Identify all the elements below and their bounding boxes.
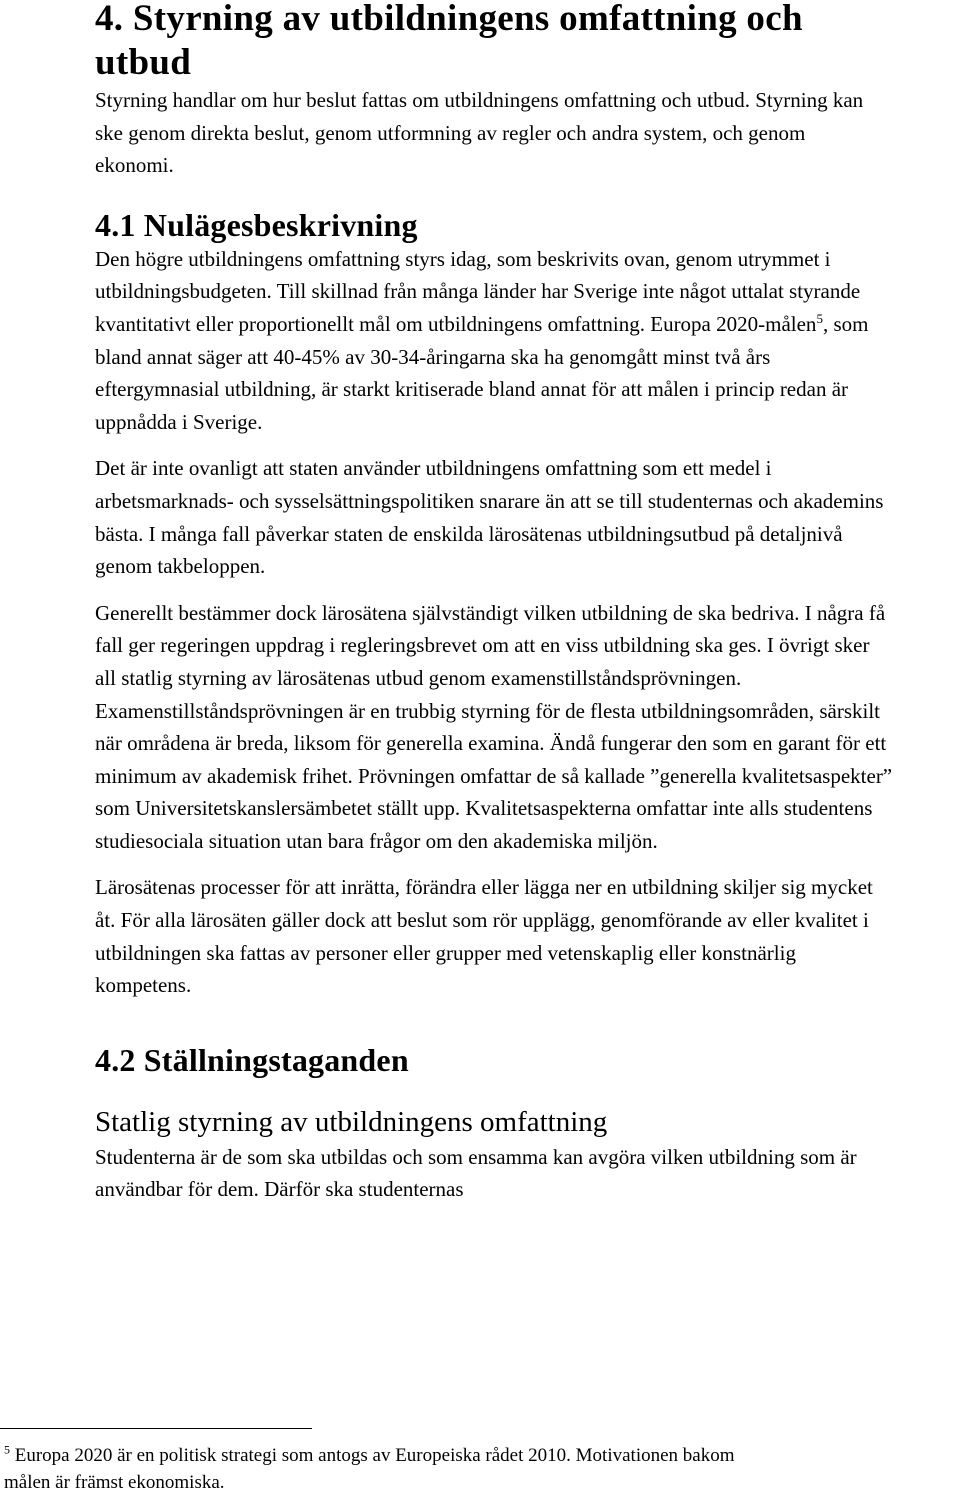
section-4-2-subheading: Statlig styrning av utbildningens omfattning bbox=[95, 1105, 608, 1138]
document-page bbox=[95, 0, 895, 1206]
section-4-2-heading: 4.2 Ställningstaganden bbox=[95, 1041, 409, 1078]
footnote-number: 5 bbox=[4, 1442, 10, 1457]
section-4-heading: 4. Styrning av utbildningens omfattning och utbud bbox=[95, 0, 803, 83]
paragraph-text: Den högre utbildningens omfattning styrs idag, som beskrivits ovan, genom utrymmet i utbildningsbudgeten. Till skillnad från många länder har Sverige inte något uttalat styrande kvantitativt eller proportionellt mål om utbildningens omfattning. Europa 2020-målen bbox=[95, 246, 861, 336]
section-4-1-paragraph-1 bbox=[95, 243, 895, 439]
section-4-intro: Styrning handlar om hur beslut fattas om utbildningens omfattning och utbud. Styrning kan ske genom direkta beslut, genom utformning av regler och andra system, och genom ekonomi. bbox=[95, 88, 864, 178]
section-4-1-paragraph-4: Lärosätenas processer för att inrätta, förändra eller lägga ner en utbildning skiljer sig mycket åt. För alla lärosäten gäller dock att beslut som rör upplägg, genomförande av eller kvalitet i utbildningen ska fattas av personer eller grupper med vetenskaplig eller konstnärlig kompetens. bbox=[95, 875, 873, 998]
section-4-2-paragraph-1: Studenterna är de som ska utbildas och som ensamma kan avgöra vilken utbildning som är användbar för dem. Därför ska studenternas bbox=[95, 1144, 857, 1202]
section-4-1-paragraph-2: Det är inte ovanligt att staten använder utbildningens omfattning som ett medel i arbetsmarknads- och sysselsättningspolitiken snarare än att se till studenternas och akademins bästa. I många fall påverkar staten de enskilda lärosätenas utbildningsutbud på detaljnivå genom takbeloppen. bbox=[95, 456, 884, 579]
paragraph-text: , som bland annat säger att 40-45% av 30-34-åringarna ska ha genomgått minst två års eftergymnasial utbildning, är starkt kritiserade bland annat för att målen i princip redan är uppnådda i Sverige. bbox=[95, 311, 869, 434]
footnote-separator bbox=[0, 1428, 312, 1429]
footnote-text: Europa 2020 är en politisk strategi som antogs av Europeiska rådet 2010. Motivationen bakom bbox=[10, 1445, 735, 1466]
footnote-reference[interactable]: 5 bbox=[816, 310, 823, 326]
footnote-line-2: målen är främst ekonomiska. bbox=[4, 1472, 225, 1493]
footnote bbox=[0, 1442, 960, 1496]
section-4-1-paragraph-3: Generellt bestämmer dock lärosätena självständigt vilken utbildning de ska bedriva. I några få fall ger regeringen uppdrag i regleringsbrevet om att en viss utbildning ska ges. I övrigt sker all statlig styrning av lärosätenas utbud genom examenstillståndsprövningen. Examenstillståndsprövningen är en trubbig styrning för de flesta utbildningsområden, särskilt när områdena är breda, liksom för generella examina. Ändå fungerar den som en garant för ett minimum av akademisk frihet. Prövningen omfattar de så kallade ”generella kvalitetsaspekter” som Universitetskanslersämbetet ställt upp. Kvalitetsaspekterna omfattar inte alls studentens studiesociala situation utan bara frågor om den akademiska miljön. bbox=[95, 600, 893, 853]
section-4-1-heading: 4.1 Nulägesbeskrivning bbox=[95, 206, 418, 243]
footnote-line-1 bbox=[4, 1442, 960, 1469]
